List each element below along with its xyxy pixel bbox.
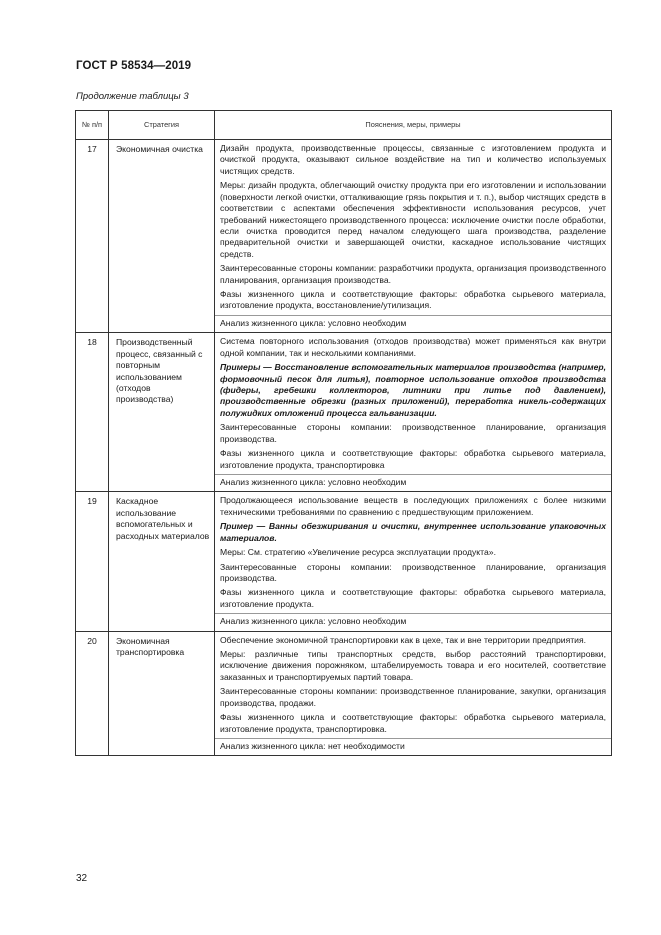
row-explanation <box>215 333 612 492</box>
row-paragraph: Меры: дизайн продукта, облегчающий очистку продукта при его изготовлении и использовании (поверхности легкой очистки, отталкивающие грязь покрытия и т. п.), выбор чистящих средств в соответствии с аспектами обеспечения эффективности использования ресурсов, учет требований нижестоящего производственного процесса: исключение очистки после обработки, если очистка проводится перед началом следующего шага производства, разделение предварительной очистки и завершающей очистки, каскадное использование чистящих средств. <box>220 180 606 259</box>
strategy-table <box>75 110 612 756</box>
table-row <box>76 333 612 492</box>
example-text: — Ванны обезжиривания и очистки, внутреннее использование упаковочных материалов. <box>220 521 606 543</box>
row-number: 17 <box>76 140 109 333</box>
row-paragraph: Заинтересованные стороны компании: производственное планирование, закупки, организация производства, продажи. <box>220 686 606 708</box>
row-explanation <box>215 492 612 631</box>
table-row <box>76 140 612 333</box>
row-strategy: Экономичная транспортировка <box>109 631 215 756</box>
page-number: 32 <box>76 873 88 884</box>
row-paragraph: Заинтересованные стороны компании: производственное планирование, организация производства. <box>220 561 606 583</box>
row-explanation <box>215 631 612 756</box>
example-text: — Восстановление вспомогательных материалов производства (например, формовочный песок для литья), повторное использование отходов производства (фидеры, гребешки коллекторов, литники при литье под давлением), производственные обрезки (разных приложений), переработка никель-содержащих полужидких отложений процесса гальванизации. <box>220 362 606 418</box>
divider <box>215 474 611 475</box>
row-lca: Анализ жизненного цикла: условно необходим <box>220 616 407 627</box>
document-code: ГОСТ Р 58534—2019 <box>76 60 192 72</box>
row-paragraph: Фазы жизненного цикла и соответствующие факторы: обработка сырьевого материала, изготовление продукта. <box>220 587 606 609</box>
divider <box>215 613 611 614</box>
row-paragraph: Фазы жизненного цикла и соответствующие факторы: обработка сырьевого материала, изготовление продукта, транспортировка. <box>220 712 606 734</box>
row-paragraph: Система повторного использования (отходов производства) может применяться как внутри одной компании, так и несколькими компаниями. <box>220 336 606 358</box>
row-paragraph: Меры: различные типы транспортных средств, выбор расстояний транспортировки, исключение движения порожняком, штабелируемость товара и его носителей, соответствие заказанных и транспортируемых партий товара. <box>220 649 606 682</box>
example-lead: Пример <box>220 521 254 532</box>
row-strategy: Каскадное использование вспомогательных и расходных материалов <box>109 492 215 631</box>
example-lead: Примеры <box>220 362 261 373</box>
row-example <box>220 521 606 544</box>
row-explanation <box>215 140 612 333</box>
row-paragraph: Заинтересованные стороны компании: производственное планирование, организация производства. <box>220 422 606 444</box>
row-number: 18 <box>76 333 109 492</box>
row-strategy: Производственный процесс, связанный с повторным использованием (отходов производства) <box>109 333 215 492</box>
row-lca: Анализ жизненного цикла: условно необходим <box>220 317 407 328</box>
row-number: 19 <box>76 492 109 631</box>
column-header-strategy: Стратегия <box>109 111 215 140</box>
row-paragraph: Меры: См. стратегию «Увеличение ресурса эксплуатации продукта». <box>220 547 496 558</box>
row-paragraph: Фазы жизненного цикла и соответствующие факторы: обработка сырьевого материала, изготовление продукта, восстановление/утилизация. <box>220 289 606 311</box>
row-paragraph: Фазы жизненного цикла и соответствующие факторы: обработка сырьевого материала, изготовление продукта, транспортировка <box>220 448 606 470</box>
row-number: 20 <box>76 631 109 756</box>
column-header-explanation: Пояснения, меры, примеры <box>215 111 612 140</box>
row-paragraph: Заинтересованные стороны компании: разработчики продукта, организация производственного планирования, организация производства. <box>220 263 606 285</box>
row-strategy: Экономичная очистка <box>109 140 215 333</box>
table-header-row <box>76 111 612 140</box>
row-lca: Анализ жизненного цикла: нет необходимости <box>220 740 405 751</box>
row-paragraph: Дизайн продукта, производственные процессы, связанные с изготовлением продукта и очисткой продукта, оказывают сильное воздействие на тип и количество используемых чистящих средств. <box>220 143 606 176</box>
row-example <box>220 362 606 419</box>
table-caption: Продолжение таблицы 3 <box>76 91 189 102</box>
row-paragraph: Обеспечение экономичной транспортировки как в цехе, так и вне территории предприятия. <box>220 634 587 645</box>
row-lca: Анализ жизненного цикла: условно необходим <box>220 476 407 487</box>
table-row <box>76 492 612 631</box>
column-header-number: № п/п <box>76 111 109 140</box>
divider <box>215 315 611 316</box>
divider <box>215 738 611 739</box>
row-paragraph: Продолжающееся использование веществ в последующих приложениях с более низкими техническими требованиями по сравнению с предшествующим приложением. <box>220 495 606 517</box>
table-row <box>76 631 612 756</box>
